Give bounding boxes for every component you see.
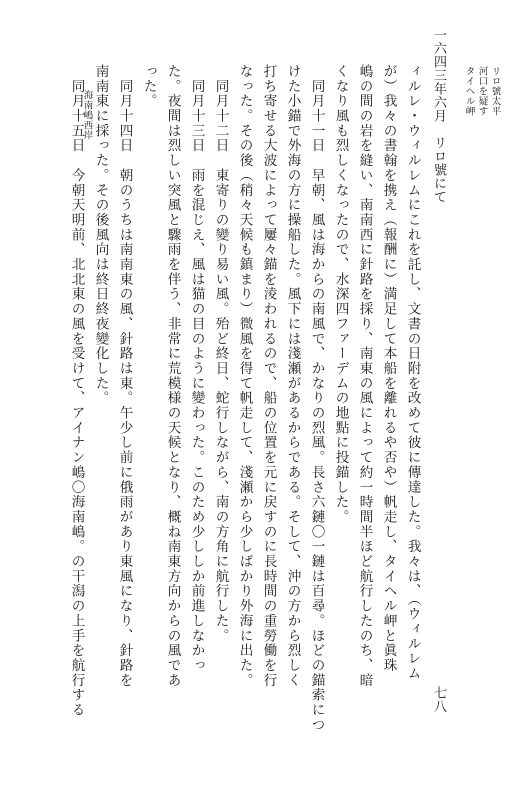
text-column: 南南東に採った。その後風向は終日終夜變化した。 (92, 64, 109, 406)
running-title: 一六四三年六月 リロ號にて (431, 28, 446, 204)
side-note: 河口を疑す (476, 66, 488, 116)
text-column: た。夜間は烈しい突風と驟雨を伴う、非常に荒模様の天候となり、概ね南東方向からの風であ (164, 64, 181, 688)
text-column: 同月十三日 雨を混じえ、風は猫の目のように變わった。このため少ししか前進しなかっ (188, 64, 205, 673)
text-column: 嶋の間の岩を縫い、南南西に針路を採り、南東の風によって約一時間半ほど航行したのち、暗 (356, 64, 373, 688)
side-note: リロ號太平 (489, 66, 501, 116)
text-column: ィルレ・ウィルレムにこれを託し、文書の日附を改めて彼に傳達した。我々は、（ウィルレム (404, 64, 421, 681)
text-column: 同月十二日 東寄りの變り易い風。殆ど終日、蛇行しながら、南の方角に航行した。 (212, 64, 229, 644)
side-note: 海南嶋西岸 (81, 90, 93, 140)
text-column: 同月十四日 朝のうちは南南東の風、針路は東。午少し前に俄雨があり東風になり、針路を (116, 64, 133, 688)
text-column: 打ち寄せる大波によって屢々錨を淩われるので、船の位置を元に戻すのに長時間の重勞働を行 (260, 64, 277, 688)
text-column: が）我々の書翰を携え（報酬に）満足して本船を離れるや否や）帆走し、タイヘル岬と眞珠 (380, 64, 397, 673)
text-column: けた小錨で外海の方に操船した。風下には淺瀬があるからである。そして、沖の方から烈しく (284, 64, 301, 688)
text-column: くなり風も烈しくなったので、水深四ファーデムの地點に投錨した。 (332, 64, 349, 525)
text-column: った。 (140, 64, 157, 109)
side-note: タイヘル岬 (463, 66, 475, 116)
text-column: 同月十五日 今朝天明前、北北東の風を受けて、アイナン嶋〇海南嶋。の干潟の上手を航行する (68, 64, 85, 718)
text-column: 同月十一日 早朝、風は海からの南風で、かなりの烈風。長さ六鏈〇一鏈は百尋。ほどの錨索につ (308, 64, 325, 733)
page-number: 七八 (431, 686, 446, 713)
text-column: なった。その後（稍々天候も鎮まり）微風を得て帆走して、淺瀬から少しばかり外海に出た。 (236, 64, 253, 688)
